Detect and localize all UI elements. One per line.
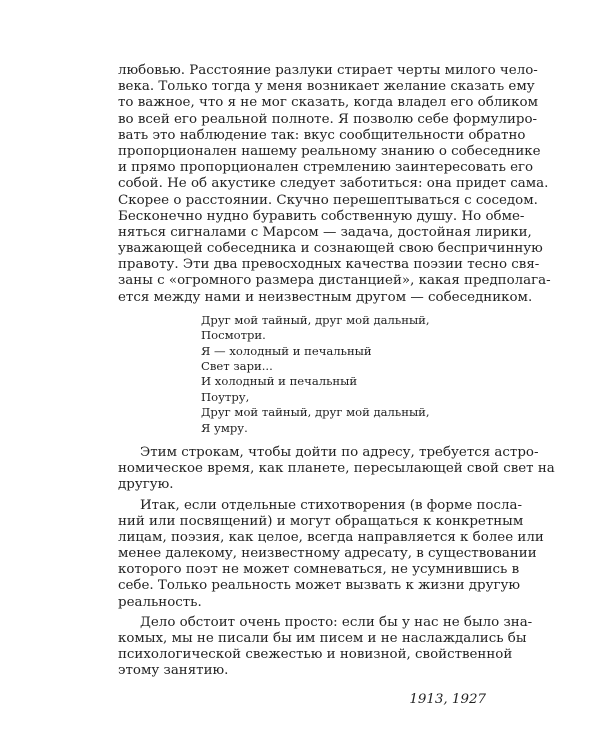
date-line: 1913, 1927: [409, 691, 486, 707]
poem-quote: [201, 313, 488, 436]
poem-line: Я умру.: [201, 420, 248, 435]
text-line: этому занятию.: [118, 663, 229, 679]
text-line: уважающей собеседника и сознающей свою беспричинную: [118, 241, 543, 257]
paragraph-4: [118, 614, 533, 680]
text-line: номическое время, как планете, пересылающей свой свет на: [118, 461, 555, 477]
text-line: Дело обстоит очень просто: если бы у нас не было зна-: [140, 614, 533, 630]
paragraph-3: [118, 497, 544, 611]
text-line: вать это наблюдение так: вкус сообщительности обратно: [118, 127, 526, 143]
paragraph-2: [118, 444, 555, 494]
text-line: себе. Только реальность может вызвать к жизни другую: [118, 578, 521, 594]
poem-line: Посмотри.: [201, 328, 266, 343]
poem-line: Свет зари...: [201, 358, 273, 373]
text-line: любовью. Расстояние разлуки стирает черты милого чело-: [118, 63, 538, 78]
text-line: заны с «огромного размера дистанцией», какая предполага-: [118, 273, 551, 289]
text-line: другую.: [118, 477, 174, 493]
text-line: Бесконечно нудно буравить собственную душу. Но обме-: [118, 208, 525, 224]
text-line: лицам, поэзия, как целое, всегда направляется к более или: [118, 529, 544, 545]
poem-line: Друг мой тайный, друг мой дальный,: [201, 312, 430, 327]
text-line: психологической свежестью и новизной, свойственной: [118, 647, 513, 663]
text-line: то важное, что я не мог сказать, когда владел его обликом: [118, 95, 539, 111]
text-line: реальность.: [118, 594, 202, 610]
text-line: комых, мы не писали бы им писем и не наслаждались бы: [118, 631, 527, 646]
text-line: ний или посвящений) и могут обращаться к конкретным: [118, 513, 524, 529]
poem-line: И холодный и печальный: [201, 374, 358, 389]
text-line: собой. Не об акустике следует заботиться: она придет сама.: [118, 176, 549, 192]
text-line: няться сигналами с Марсом — задача, достойная лирики,: [118, 224, 532, 240]
text-line: Этим строкам, чтобы дойти по адресу, требуется астро-: [140, 444, 539, 460]
text-line: менее далекому, неизвестному адресату, в существовании: [118, 546, 537, 562]
poem-line: Я — холодный и печальный: [201, 343, 372, 358]
document-body: [118, 63, 555, 708]
poem-line: Поутру,: [201, 389, 250, 404]
text-line: которого поэт не может сомневаться, не усумнившись в: [118, 562, 520, 578]
text-line: и прямо пропорционален стремлению заинтересовать его: [118, 160, 534, 176]
text-line: Итак, если отдельные стихотворения (в форме посла-: [140, 497, 522, 513]
text-line: правоту. Эти два превосходных качества поэзии тесно свя-: [118, 257, 540, 273]
poem-line: Друг мой тайный, друг мой дальный,: [201, 405, 430, 420]
text-line: века. Только тогда у меня возникает желание сказать ему: [118, 79, 535, 95]
text-line: пропорционален нашему реальному знанию о собеседнике: [118, 143, 541, 159]
text-line: во всей его реальной полноте. Я позволю себе формулиро-: [118, 111, 538, 127]
text-line: Скорее о расстоянии. Скучно перешептываться с соседом.: [118, 192, 538, 208]
paragraph-1: [118, 63, 551, 306]
text-line: ется между нами и неизвестным другом — собеседником.: [118, 289, 533, 305]
